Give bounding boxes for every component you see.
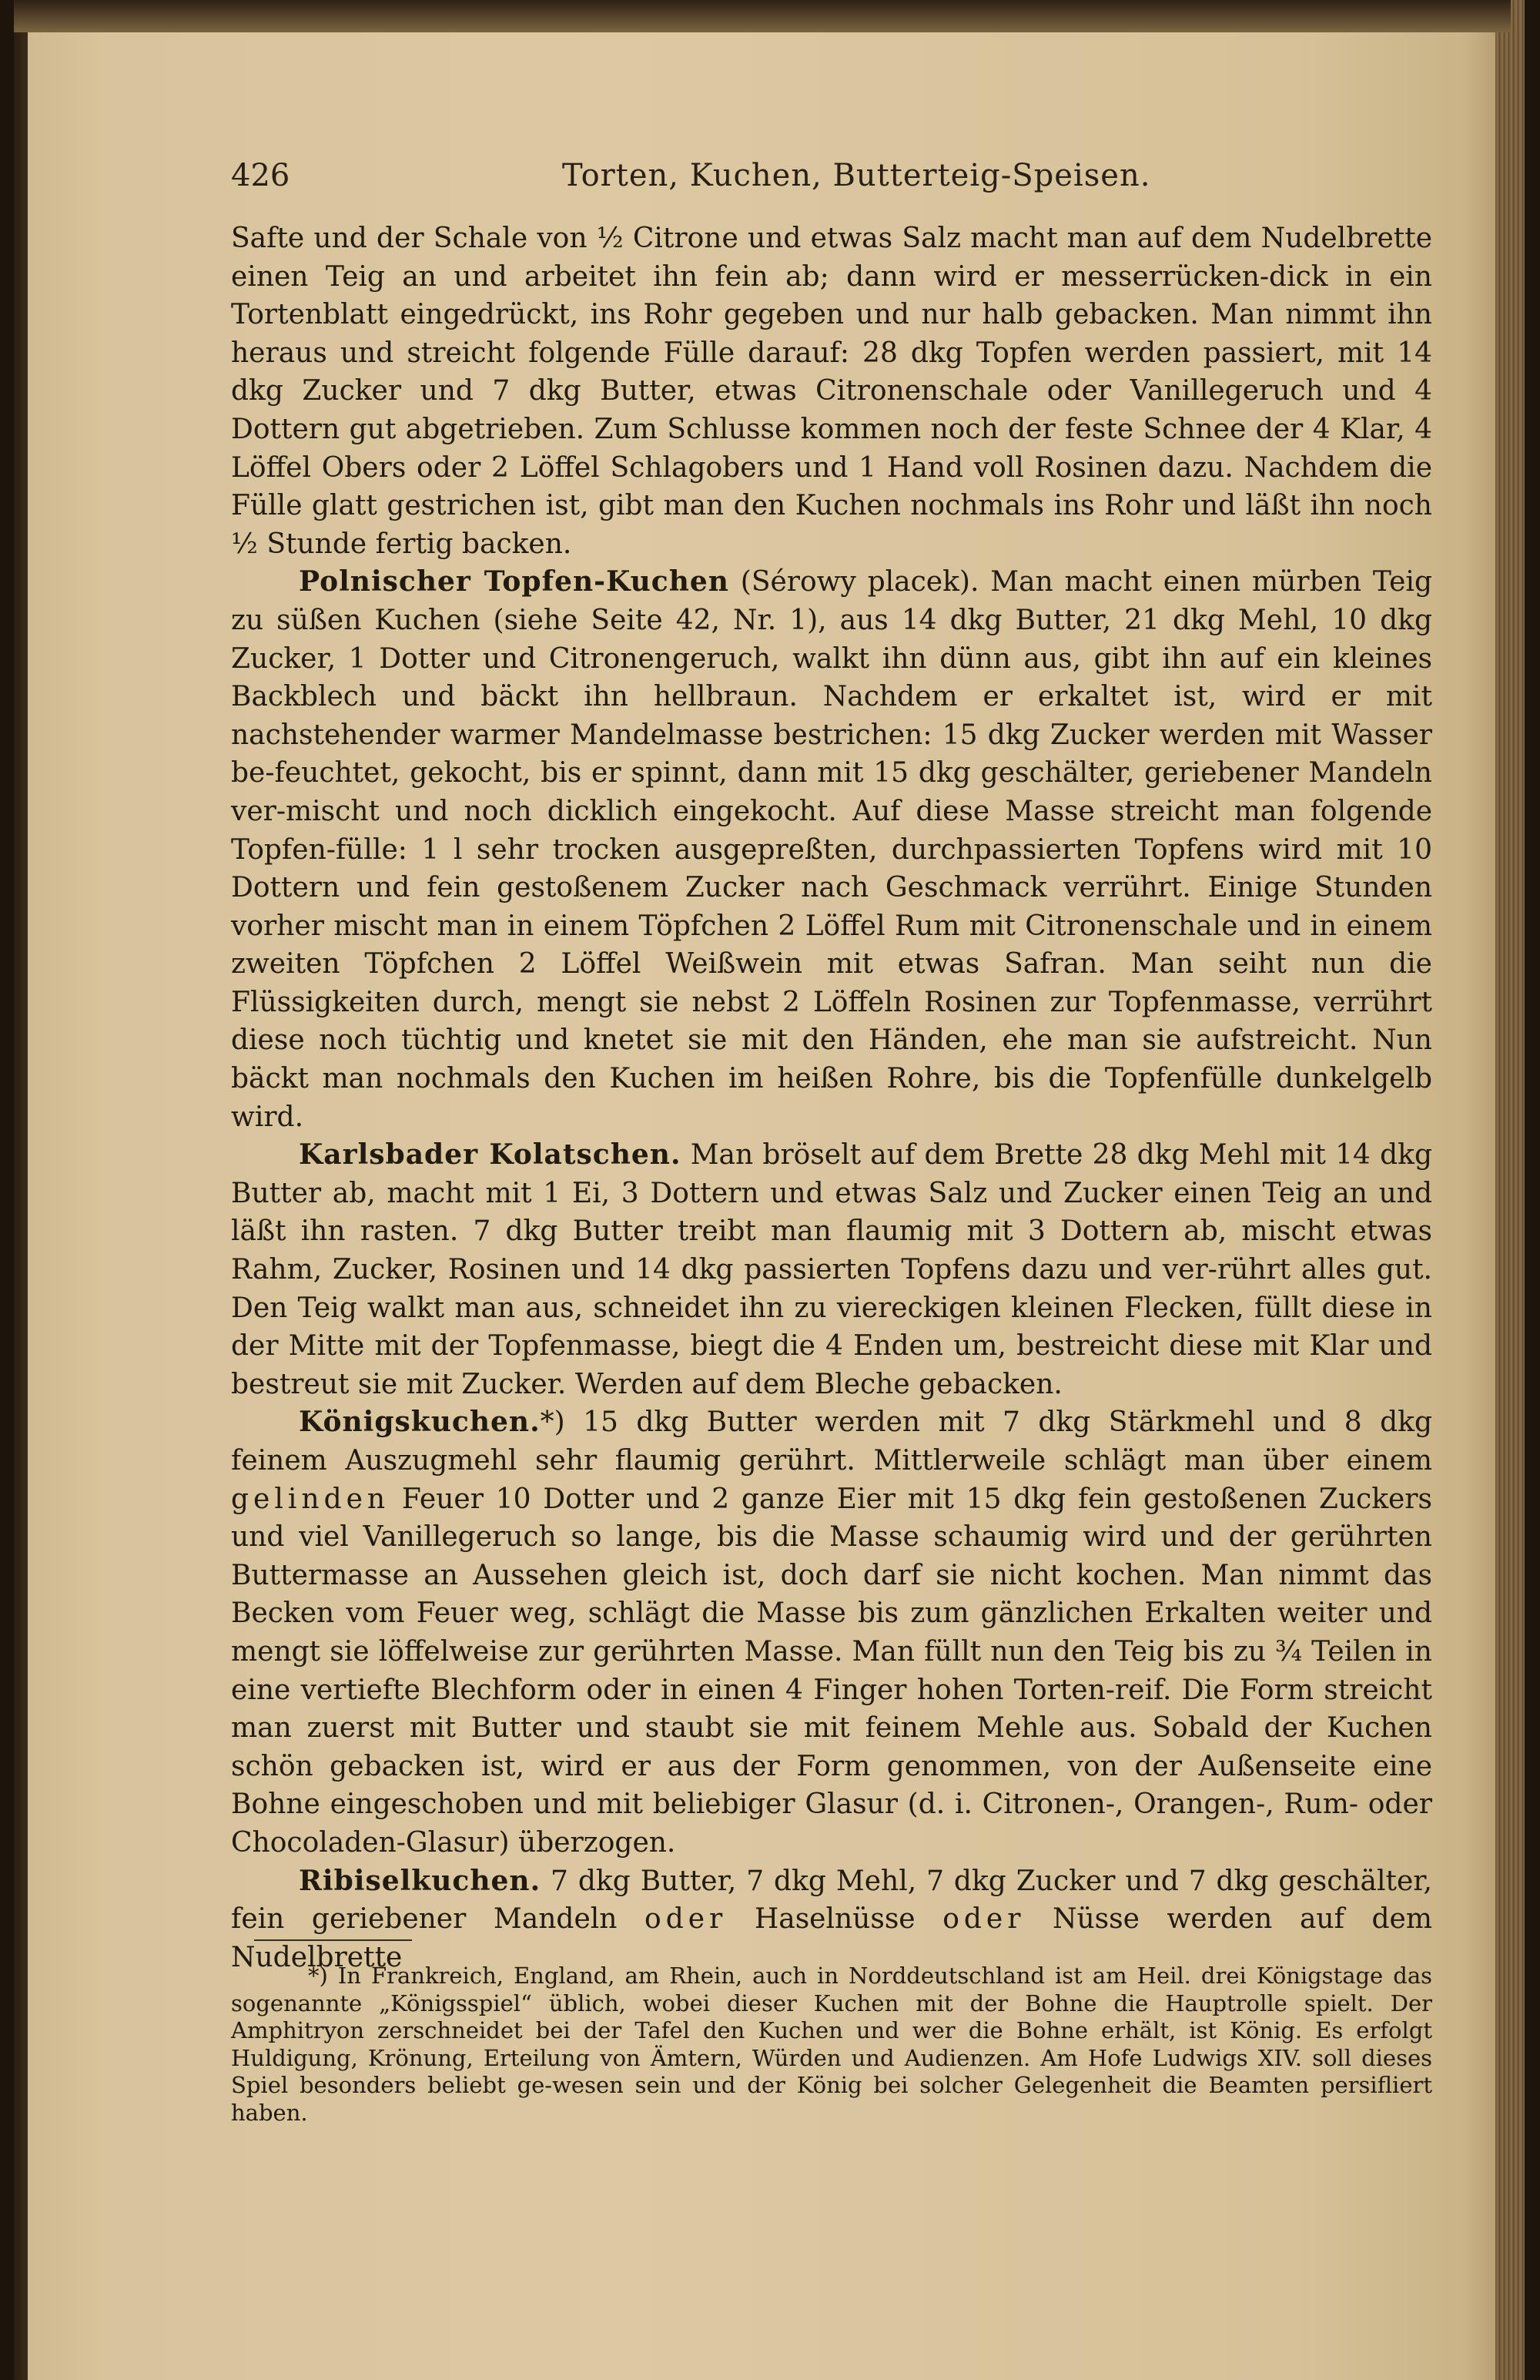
footnote-divider — [254, 1939, 412, 1941]
recipe-text: Feuer 10 Dotter und 2 ganze Eier mit 15 dkg fein gestoßenen Zuckers und viel Vanillegeruch so lange, bis die Masse schaumig wird und der gerührten Buttermasse an Aussehen gleich ist, doch darf sie nicht kochen. Man nimmt das Becken vom Feuer weg, schlägt die Masse bis zum gänzlichen Erkalten weiter und mengt sie löffelweise zur gerührten Masse. Man füllt nun den Teig bis zu ¾ Teilen in eine vertiefte Blechform oder in einen 4 Finger hohen Torten-reif. Die Form streicht man zuerst mit Butter und staubt sie mit feinem Mehle aus. Sobald der Kuchen schön gebacken ist, wird er aus der Form genommen, von der Außenseite eine Bohne eingeschoben und mit beliebiger Glasur (d. i. Citronen-, Orangen-, Rum- oder Chocoladen-Glasur) überzogen. — [231, 1483, 1432, 1859]
book-binding — [14, 0, 28, 2380]
running-head: Torten, Kuchen, Butterteig-Speisen. — [562, 158, 1151, 193]
recipe-text: *) 15 dkg Butter werden mit 7 dkg Stärkmehl und 8 dkg feinem Auszugmehl sehr flaumig gerührt. Mittlerweile schlägt man über einem — [231, 1406, 1432, 1477]
recipe-polnischer-topfen-kuchen — [231, 563, 1432, 1136]
page-number: 426 — [231, 158, 290, 193]
page-fore-edge — [1495, 0, 1525, 2380]
recipe-koenigskuchen — [231, 1403, 1432, 1862]
recipe-text-emphasis: gelinden — [231, 1483, 390, 1515]
paragraph-topfen-continued: Safte und der Schale von ½ Citrone und etwas Salz macht man auf dem Nudelbrette einen Teig an und arbeitet ihn fein ab; dann wird er messerrücken-dick in ein Tortenblatt eingedrückt, ins Rohr gegeben und nur halb gebacken. Man nimmt ihn heraus und streicht folgende Fülle darauf: 28 dkg Topfen werden passiert, mit 14 dkg Zucker und 7 dkg Butter, etwas Citronenschale oder Vanillegeruch und 4 Dottern gut abgetrieben. Zum Schlusse kommen noch der feste Schnee der 4 Klar, 4 Löffel Obers oder 2 Löffel Schlagobers und 1 Hand voll Rosinen dazu. Nachdem die Fülle glatt gestrichen ist, gibt man den Kuchen nochmals ins Rohr und läßt ihn noch ½ Stunde fertig backen. — [231, 223, 1432, 560]
recipe-karlsbader-kolatschen — [231, 1136, 1432, 1403]
recipe-title: Polnischer Topfen-Kuchen — [299, 565, 729, 598]
recipe-text: 7 dkg Butter, 7 dkg Mehl, 7 dkg Zucker und 7 dkg geschälter, fein geriebener Mandeln — [231, 1865, 1432, 1936]
footnote-text: *) In Frankreich, England, am Rhein, auch in Norddeutschland ist am Heil. drei Königstage das sogenannte „Königsspiel“ üblich, wobei dieser Kuchen mit der Bohne die Hauptrolle spielt. Der Amphitryon zerschneidet bei der Tafel den Kuchen und wer die Bohne erhält, ist König. Es erfolgt Huldigung, Krönung, Erteilung von Ämtern, Würden und Audienzen. Am Hofe Ludwigs XIV. soll dieses Spiel besonders beliebt ge-wesen sein und der König bei solcher Gelegenheit die Beamten persifliert haben. — [231, 1963, 1432, 2126]
recipe-title: Karlsbader Kolatschen. — [299, 1138, 681, 1172]
recipe-text-emphasis: oder — [644, 1903, 728, 1936]
recipe-text: Haselnüsse — [727, 1903, 943, 1936]
recipe-text: Nüsse werden auf dem Nudelbrette — [231, 1903, 1432, 1973]
recipe-text-emphasis: oder — [942, 1903, 1026, 1936]
recipe-text: Man bröselt auf dem Brette 28 dkg Mehl mit 14 dkg Butter ab, macht mit 1 Ei, 3 Dottern und etwas Salz und Zucker einen Teig an und läßt ihn rasten. 7 dkg Butter treibt man flaumig mit 3 Dottern ab, mischt etwas Rahm, Zucker, Rosinen und 14 dkg passierten Topfens dazu und ver-rührt alles gut. Den Teig walkt man aus, schneidet ihn zu viereckigen kleinen Flecken, füllt diese in der Mitte mit der Topfenmasse, biegt die 4 Enden um, bestreicht diese mit Klar und bestreut sie mit Zucker. Werden auf dem Bleche gebacken. — [231, 1139, 1432, 1400]
recipe-text: (Sérowy placek). Man macht einen mürben Teig zu süßen Kuchen (siehe Seite 42, Nr. 1), aus 14 dkg Butter, 21 dkg Mehl, 10 dkg Zucker, 1 Dotter und Citronengeruch, walkt ihn dünn aus, gibt ihn auf ein kleines Backblech und bäckt ihn hellbraun. Nachdem er erkaltet ist, wird er mit nachstehender warmer Mandelmasse bestrichen: 15 dkg Zucker werden mit Wasser be-feuchtet, gekocht, bis er spinnt, dann mit 15 dkg geschälter, geriebener Mandeln ver-mischt und noch dicklich eingekocht. Auf diese Masse streicht man folgende Topfen-fülle: 1 l sehr trocken ausgepreßten, durchpassierten Topfens wird mit 10 Dottern und fein gestoßenem Zucker nach Geschmack verrührt. Einige Stunden vorher mischt man in einem Töpfchen 2 Löffel Rum mit Citronenschale und in einem zweiten Töpfchen 2 Löffel Weißwein mit etwas Safran. Man seiht nun die Flüssigkeiten durch, mengt sie nebst 2 Löffeln Rosinen zur Topfenmasse, verrührt diese noch tüchtig und knetet sie mit den Händen, ehe man sie aufstreicht. Nun bäckt man nochmals den Kuchen im heißen Rohre, bis die Topfenfülle dunkelgelb wird. — [231, 566, 1432, 1133]
recipe-title: Ribiselkuchen. — [299, 1864, 541, 1897]
recipe-ribiselkuchen — [231, 1862, 1432, 1977]
body-text — [231, 220, 1432, 1976]
page-header — [231, 158, 1432, 196]
recipe-title: Königskuchen. — [299, 1406, 541, 1439]
footnote — [231, 1963, 1432, 2127]
page-top-edge — [14, 0, 1511, 32]
